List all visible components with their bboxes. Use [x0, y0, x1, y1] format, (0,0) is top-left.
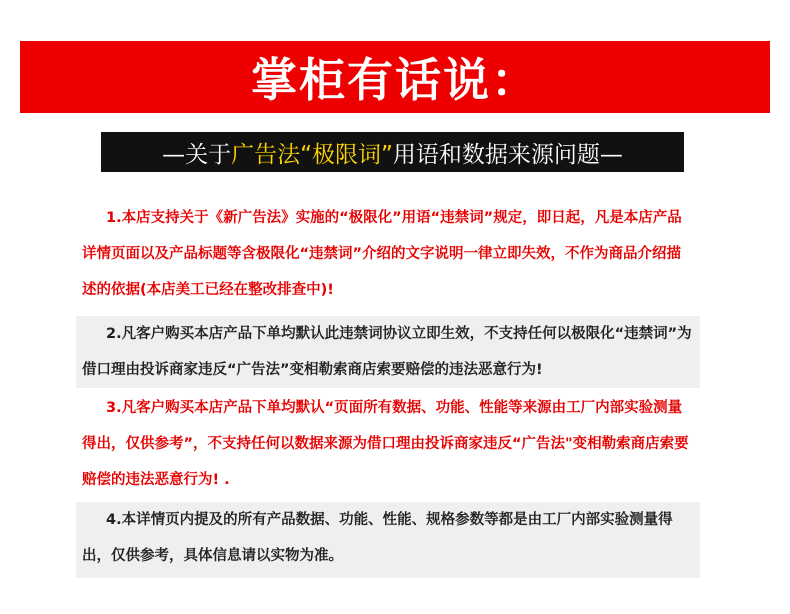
notice-4 [76, 502, 700, 578]
subtitle-prefix: —关于 [162, 141, 232, 168]
subtitle-highlight: 广告法“极限词” [231, 141, 393, 168]
page-title: 掌柜有话说： [251, 53, 539, 107]
notice-1-text: 1.本店支持关于《新广告法》实施的“极限化”用语“违禁词”规定，即日起，凡是本店产品详情页面以及产品标题等含极限化“违禁词”介绍的文字说明一律立即失效，不作为商品介绍描述的依据(本店美工已经在整改排查中)! [82, 210, 682, 298]
subtitle-suffix: 用语和数据来源问题— [392, 141, 623, 168]
notice-1 [76, 200, 700, 308]
notice-2-text: 2.凡客户购买本店产品下单均默认此违禁词协议立即生效，不支持任何以极限化“违禁词”为借口理由投诉商家违反“广告法”变相勒索商店索要赔偿的违法恶意行为! [82, 326, 692, 378]
notice-2 [76, 316, 700, 388]
notice-4-text: 4.本详情页内提及的所有产品数据、功能、性能、规格参数等都是由工厂内部实验测量得出，仅供参考，具体信息请以实物为准。 [82, 512, 673, 564]
header-banner [20, 41, 770, 113]
subtitle-bar [101, 132, 684, 172]
notice-3 [76, 390, 700, 498]
notice-3-text: 3.凡客户购买本店产品下单均默认“页面所有数据、功能、性能等来源由工厂内部实验测量得出，仅供参考”，不支持任何以数据来源为借口理由投诉商家违反“广告法"变相勒索商店索要赔偿的违法恶意行为! . [82, 400, 689, 488]
